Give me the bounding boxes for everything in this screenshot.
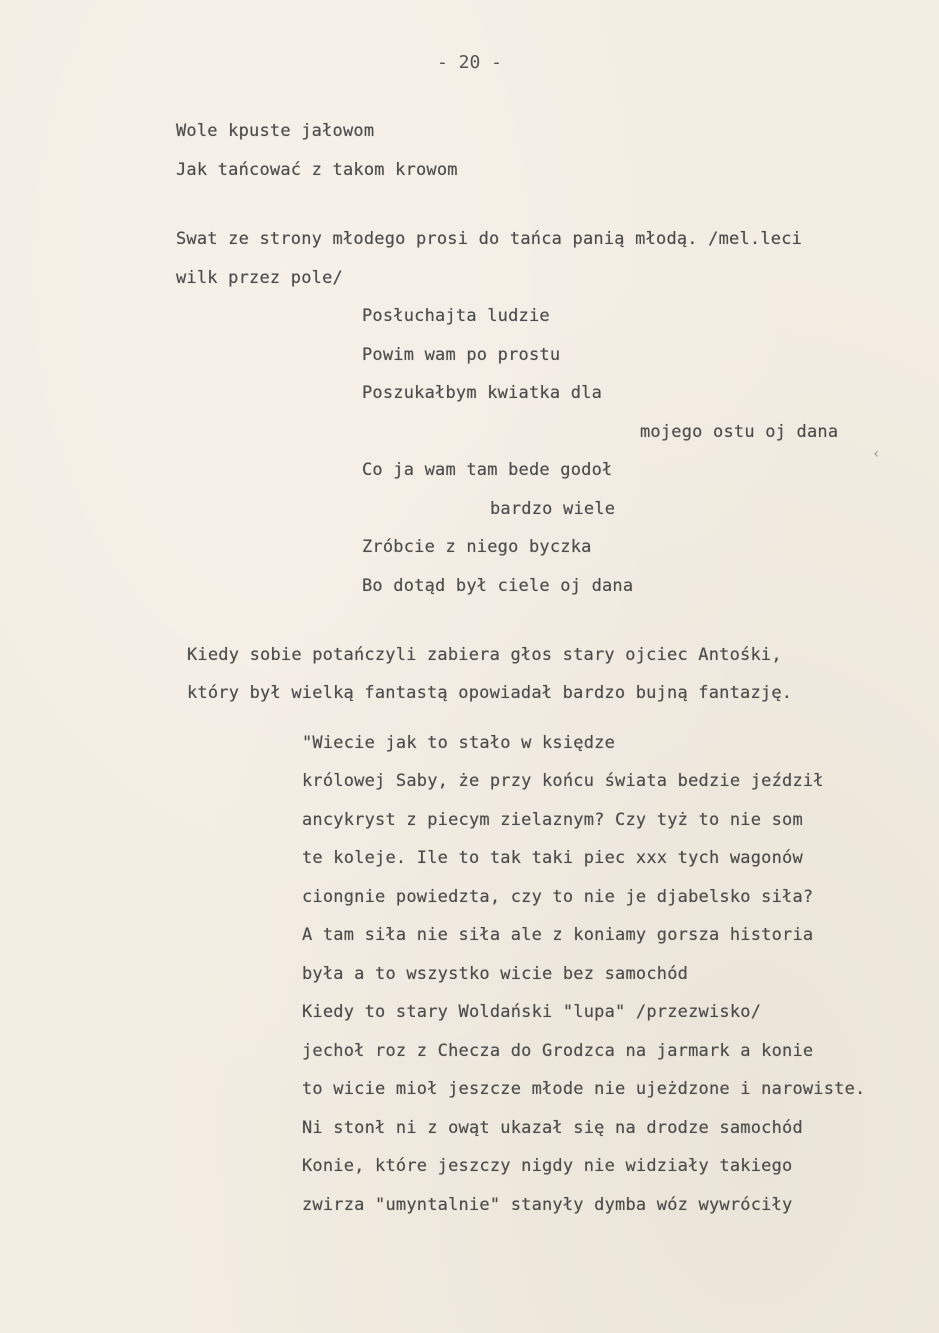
text-line: Ni stonł ni z owąt ukazał się na drodze samochód [302,1118,803,1138]
text-line: bardzo wiele [490,499,616,519]
text-line: Co ja wam tam bede godoł [362,460,613,480]
text-line: to wicie mioł jeszcze młode nie ujeżdzone i narowiste. [302,1079,866,1099]
text-line: Posłuchajta ludzie [362,306,550,326]
text-line: Poszukałbym kwiatka dla [362,383,603,403]
text-line: te koleje. Ile to tak taki piec xxx tych wagonów [302,848,803,868]
text-line: zwirza "umyntalnie" stanyły dymba wóz wywróciły [302,1195,793,1215]
text-line: ancykryst z piecym zielaznym? Czy tyż to nie som [302,810,803,830]
text-line: Konie, które jeszczy nigdy nie widziały takiego [302,1156,793,1176]
text-line: który był wielką fantastą opowiadał bardzo bujną fantazję. [187,683,793,703]
text-line: Bo dotąd był ciele oj dana [362,576,634,596]
margin-mark: ‹ [872,446,881,462]
text-line: Kiedy sobie potańczyli zabiera głos stary ojciec Antośki, [187,645,782,665]
page-number: - 20 - [436,52,503,73]
text-line: jechoł roz z Checza do Grodzca na jarmark a konie [302,1041,814,1061]
text-line: Jak tańcować z takom krowom [176,160,458,180]
text-line: Zróbcie z niego byczka [362,537,592,557]
text-line: Swat ze strony młodego prosi do tańca panią młodą. /mel.leci [176,229,803,249]
text-line: A tam siła nie siła ale z koniamy gorsza historia [302,925,814,945]
text-line: "Wiecie jak to stało w księdze [302,733,616,753]
text-line: Powim wam po prostu [362,345,561,365]
text-line: Kiedy to stary Woldański "lupa" /przezwisko/ [302,1002,762,1022]
text-line: ciongnie powiedzta, czy to nie je djabelsko siła? [302,887,814,907]
text-line: królowej Saby, że przy końcu świata bedzie jeździł [302,771,824,791]
text-line: była a to wszystko wicie bez samochód [302,964,689,984]
text-line: mojego ostu oj dana [640,422,839,442]
text-line: Wole kpuste jałowom [176,121,375,141]
text-line: wilk przez pole/ [176,268,343,288]
